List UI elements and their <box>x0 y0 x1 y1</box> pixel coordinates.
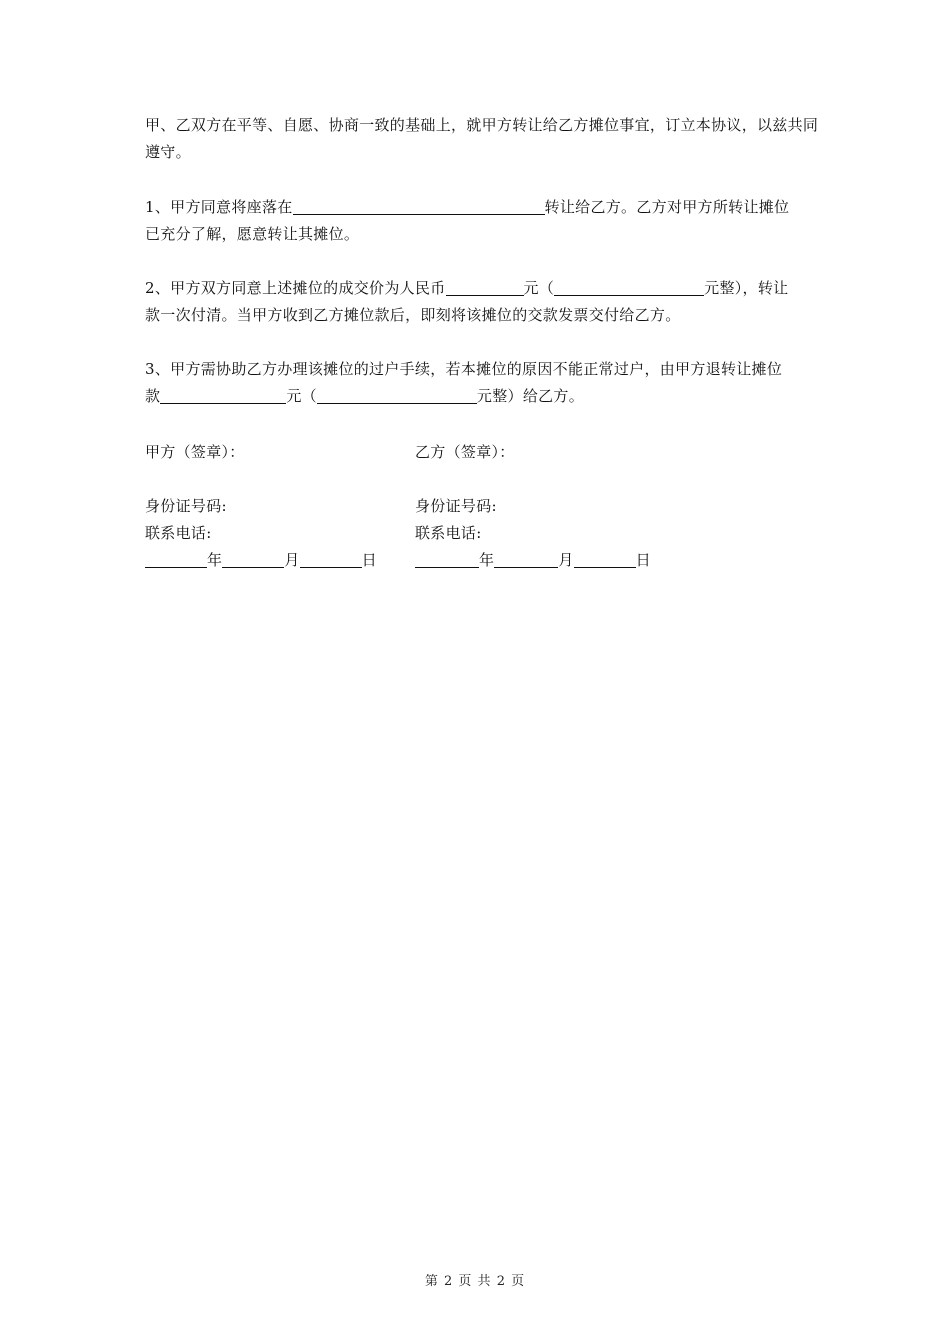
spacer <box>415 466 651 493</box>
clause-1-line-1 <box>145 194 807 221</box>
party-b-date <box>415 547 651 574</box>
intro-line-2: 遵守。 <box>145 143 191 161</box>
refund-number-blank <box>160 387 286 404</box>
party-b-month-blank <box>494 551 558 568</box>
clause-1-text-before: 1、甲方同意将座落在 <box>145 198 293 216</box>
clause-2 <box>145 275 807 329</box>
clause-2-text-2: 元（ <box>523 279 555 297</box>
clause-2-text-3: 元整），转让 <box>704 279 789 297</box>
clause-1-line-2: 已充分了解，愿意转让其摊位。 <box>145 225 360 243</box>
party-b-year-blank <box>415 551 479 568</box>
party-a-signature-block <box>145 439 377 574</box>
location-blank <box>293 198 545 215</box>
intro-line-1: 甲、乙双方在平等、自愿、协商一致的基础上，就甲方转让给乙方摊位事宜，订立本协议，以兹共同 <box>145 116 819 134</box>
party-a-month-blank <box>222 551 284 568</box>
party-b-signature-block <box>415 439 651 574</box>
clause-3-line-2 <box>145 383 807 410</box>
intro-paragraph <box>145 112 819 166</box>
party-a-date <box>145 547 377 574</box>
clause-3-line-1: 3、甲方需协助乙方办理该摊位的过户手续，若本摊位的原因不能正常过户，由甲方退转让摊位 <box>145 360 783 378</box>
spacer <box>145 466 377 493</box>
party-b-day-blank <box>574 551 636 568</box>
clause-2-line-2: 款一次付清。当甲方收到乙方摊位款后，即刻将该摊位的交款发票交付给乙方。 <box>145 306 681 324</box>
party-b-day-label: 日 <box>635 551 651 569</box>
party-a-day-blank <box>300 551 362 568</box>
party-a-year-blank <box>145 551 207 568</box>
party-b-month-label: 月 <box>558 551 574 569</box>
party-a-sign-label: 甲方（签章）： <box>145 443 245 461</box>
party-a-month-label: 月 <box>284 551 300 569</box>
party-a-day-label: 日 <box>361 551 377 569</box>
price-words-blank <box>554 279 704 296</box>
party-b-phone-label: 联系电话: <box>415 524 482 542</box>
clause-3-text-2: 元（ <box>286 387 317 405</box>
clause-1-text-after: 转让给乙方。乙方对甲方所转让摊位 <box>544 198 790 216</box>
clause-2-line-1 <box>145 275 807 302</box>
party-b-id-label: 身份证号码: <box>415 497 497 515</box>
clause-3-text-1: 款 <box>145 387 161 405</box>
clause-2-text-1: 2、甲方双方同意上述摊位的成交价为人民币 <box>145 279 446 297</box>
party-b-year-label: 年 <box>479 551 495 569</box>
party-a-phone-label: 联系电话: <box>145 524 212 542</box>
refund-words-blank <box>317 387 477 404</box>
party-a-id-label: 身份证号码: <box>145 497 227 515</box>
party-b-sign-label: 乙方（签章）： <box>415 443 515 461</box>
party-a-year-label: 年 <box>207 551 223 569</box>
clause-1 <box>145 194 807 248</box>
page-number-footer: 第 2 页 共 2 页 <box>424 1274 526 1289</box>
price-number-blank <box>446 279 524 296</box>
clause-3-text-3: 元整）给乙方。 <box>476 387 585 405</box>
clause-3 <box>145 356 807 410</box>
